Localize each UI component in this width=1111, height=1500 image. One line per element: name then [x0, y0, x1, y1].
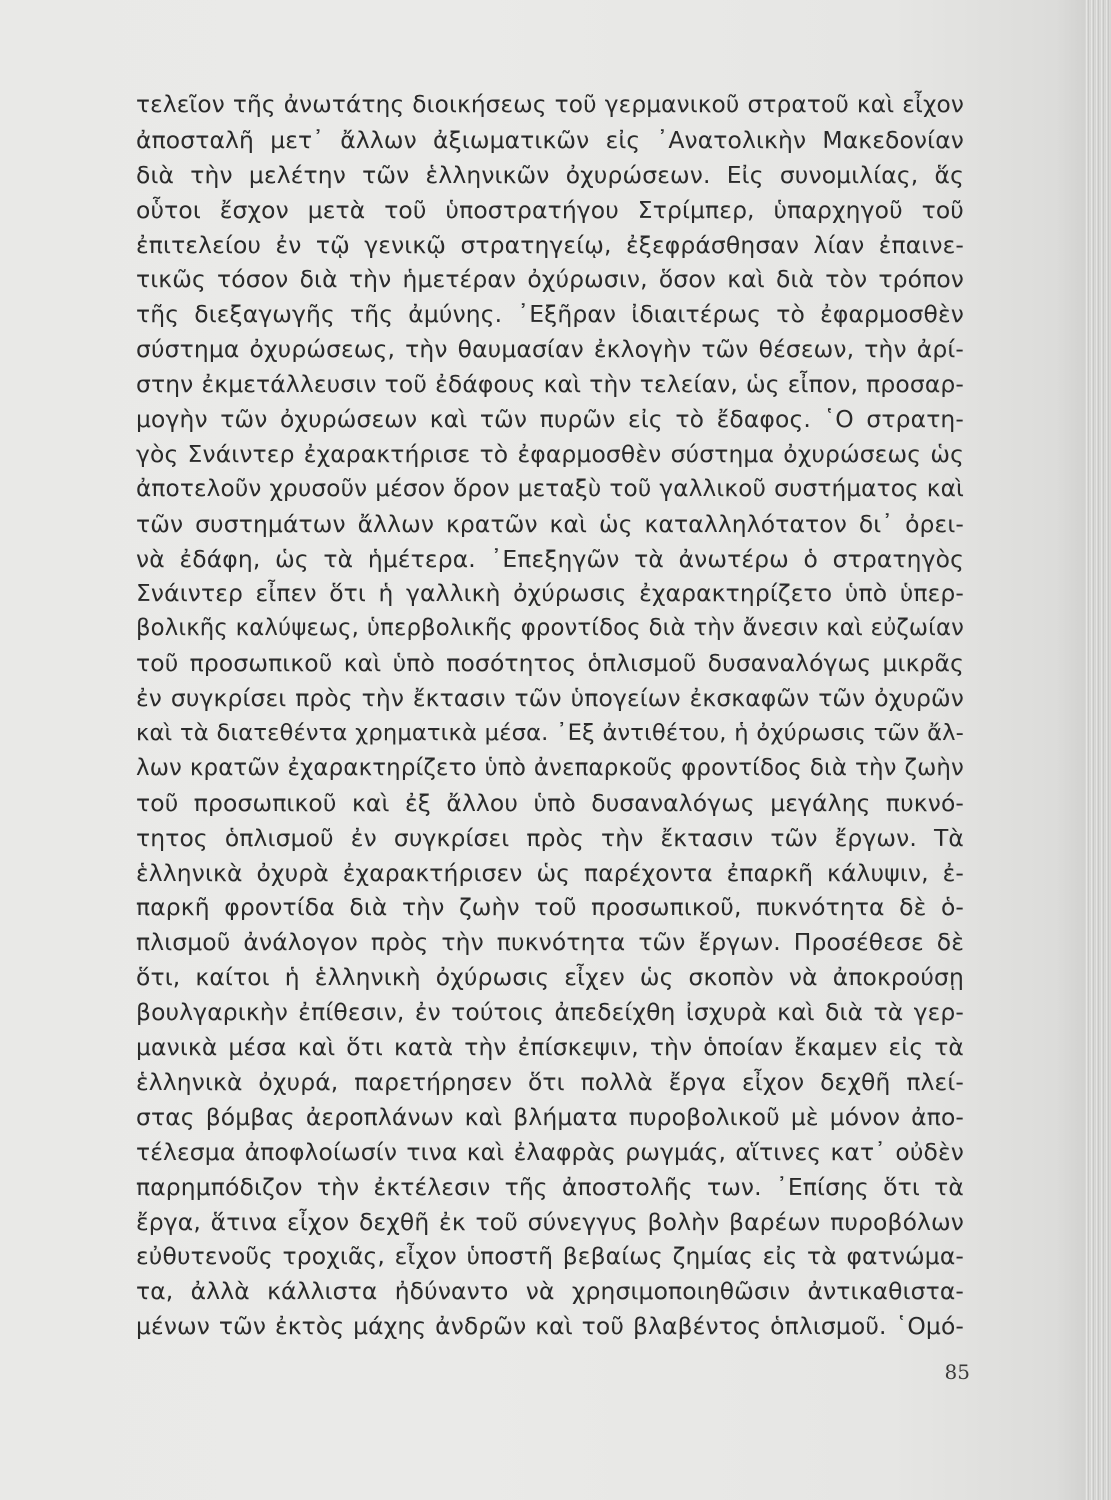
text-line: τητος ὁπλισμοῦ ἐν συγκρίσει πρὸς τὴν ἔκτασιν τῶν ἔργων. Τὰ [136, 823, 964, 852]
text-line: ἐν συγκρίσει πρὸς τὴν ἔκτασιν τῶν ὑπογείων ἐκσκαφῶν τῶν ὀχυρῶν [136, 684, 964, 713]
text-line: τοῦ προσωπικοῦ καὶ ἐξ ἄλλου ὑπὸ δυσαναλόγως μεγάλης πυκνό- [136, 788, 964, 817]
text-line: διὰ τὴν μελέτην τῶν ἑλληνικῶν ὀχυρώσεων. Εἰς συνομιλίας, ἅς [136, 160, 964, 189]
text-line: ἐπιτελείου ἐν τῷ γενικῷ στρατηγείῳ, ἐξεφράσθησαν λίαν ἐπαινε- [136, 230, 964, 259]
text-line: οὗτοι ἔσχον μετὰ τοῦ ὑποστρατήγου Στρίμπερ, ὑπαρχηγοῦ τοῦ [136, 195, 964, 224]
text-line: στην ἐκμετάλλευσιν τοῦ ἐδάφους καὶ τὴν τελείαν, ὡς εἶπον, προσαρ- [136, 370, 964, 399]
text-line: βουλγαρικὴν ἐπίθεσιν, ἐν τούτοις ἀπεδείχθη ἰσχυρὰ καὶ διὰ τὰ γερ- [136, 998, 964, 1027]
text-line: λων κρατῶν ἐχαρακτηρίζετο ὑπὸ ἀνεπαρκοῦς φροντίδος διὰ τὴν ζωὴν [136, 754, 964, 781]
text-line: τελεῖον τῆς ἀνωτάτης διοικήσεως τοῦ γερμανικοῦ στρατοῦ καὶ εἶχον [136, 91, 964, 118]
text-line: μένων τῶν ἐκτὸς μάχης ἀνδρῶν καὶ τοῦ βλαβέντος ὁπλισμοῦ. ῾Ομό- [136, 1312, 964, 1341]
text-line: τέλεσμα ἀποφλοίωσίν τινα καὶ ἐλαφρὰς ρωγμάς, αἵτινες κατ᾽ οὐδὲν [136, 1137, 964, 1166]
text-line: γὸς Σνάιντερ ἐχαρακτήρισε τὸ ἐφαρμοσθὲν σύστημα ὀχυρώσεως ὡς [136, 439, 964, 468]
text-line: τῶν συστημάτων ἄλλων κρατῶν καὶ ὡς καταλληλότατον δι᾽ ὀρει- [136, 509, 964, 538]
text-line: τῆς διεξαγωγῆς τῆς ἀμύνης. ᾽Εξῆραν ἰδιαιτέρως τὸ ἐφαρμοσθὲν [136, 300, 964, 329]
text-line: ἀποτελοῦν χρυσοῦν μέσον ὅρον μεταξὺ τοῦ γαλλικοῦ συστήματος καὶ [136, 474, 964, 502]
text-line: παρκῆ φροντίδα διὰ τὴν ζωὴν τοῦ προσωπικοῦ, πυκνότητα δὲ ὁ- [136, 893, 964, 922]
text-line: ἀποσταλῆ μετ᾽ ἄλλων ἀξιωματικῶν εἰς ᾽Ανατολικὴν Μακεδονίαν [136, 125, 964, 154]
text-line: σύστημα ὀχυρώσεως, τὴν θαυμασίαν ἐκλογὴν τῶν θέσεων, τὴν ἀρί- [136, 335, 964, 364]
text-line: τα, ἀλλὰ κάλλιστα ἠδύναντο νὰ χρησιμοποιηθῶσιν ἀντικαθιστα- [136, 1277, 964, 1306]
text-line: μογὴν τῶν ὀχυρώσεων καὶ τῶν πυρῶν εἰς τὸ ἔδαφος. ῾Ο στρατη- [136, 405, 964, 434]
text-line: τοῦ προσωπικοῦ καὶ ὑπὸ ποσότητος ὁπλισμοῦ δυσαναλόγως μικρᾶς [136, 649, 964, 678]
text-line: νὰ ἐδάφη, ὡς τὰ ἡμέτερα. ᾽Επεξηγῶν τὰ ἀνωτέρω ὁ στρατηγὸς [136, 544, 964, 573]
text-line: καὶ τὰ διατεθέντα χρηματικὰ μέσα. ᾽Εξ ἀντιθέτου, ἡ ὀχύρωσις τῶν ἄλ- [136, 720, 964, 747]
page-edge-stack [1085, 0, 1111, 1500]
text-line: τικῶς τόσον διὰ τὴν ἡμετέραν ὀχύρωσιν, ὅσον καὶ διὰ τὸν τρόπον [136, 265, 964, 294]
text-line: ἔργα, ἅτινα εἶχον δεχθῆ ἐκ τοῦ σύνεγγυς βολὴν βαρέων πυροβόλων [136, 1207, 964, 1236]
text-line: στας βόμβας ἀεροπλάνων καὶ βλήματα πυροβολικοῦ μὲ μόνον ἀπο- [136, 1102, 964, 1131]
body-text [136, 88, 964, 1344]
text-line: εὐθυτενοῦς τροχιᾶς, εἶχον ὑποστῆ βεβαίως ζημίας εἰς τὰ φατνώμα- [136, 1242, 964, 1271]
text-line: πλισμοῦ ἀνάλογον πρὸς τὴν πυκνότητα τῶν ἔργων. Προσέθεσε δὲ [136, 928, 964, 957]
text-line: παρημπόδιζον τὴν ἐκτέλεσιν τῆς ἀποστολῆς των. ᾽Επίσης ὅτι τὰ [136, 1172, 964, 1201]
text-line: ἑλληνικὰ ὀχυρά, παρετήρησεν ὅτι πολλὰ ἔργα εἶχον δεχθῆ πλεί- [136, 1067, 964, 1096]
text-line: ὅτι, καίτοι ἡ ἑλληνικὴ ὀχύρωσις εἶχεν ὡς σκοπὸν νὰ ἀποκρούσῃ [136, 963, 964, 992]
text-line: Σνάιντερ εἶπεν ὅτι ἡ γαλλικὴ ὀχύρωσις ἐχαρακτηρίζετο ὑπὸ ὑπερ- [136, 579, 964, 608]
text-line: βολικῆς καλύψεως, ὑπερβολικῆς φροντίδος διὰ τὴν ἄνεσιν καὶ εὐζωίαν [136, 615, 964, 642]
page-number: 85 [944, 1360, 970, 1384]
text-line: ἑλληνικὰ ὀχυρὰ ἐχαρακτήρισεν ὡς παρέχοντα ἐπαρκῆ κάλυψιν, ἐ- [136, 858, 964, 887]
text-line: μανικὰ μέσα καὶ ὅτι κατὰ τὴν ἐπίσκεψιν, τὴν ὁποίαν ἔκαμεν εἰς τὰ [136, 1033, 964, 1062]
